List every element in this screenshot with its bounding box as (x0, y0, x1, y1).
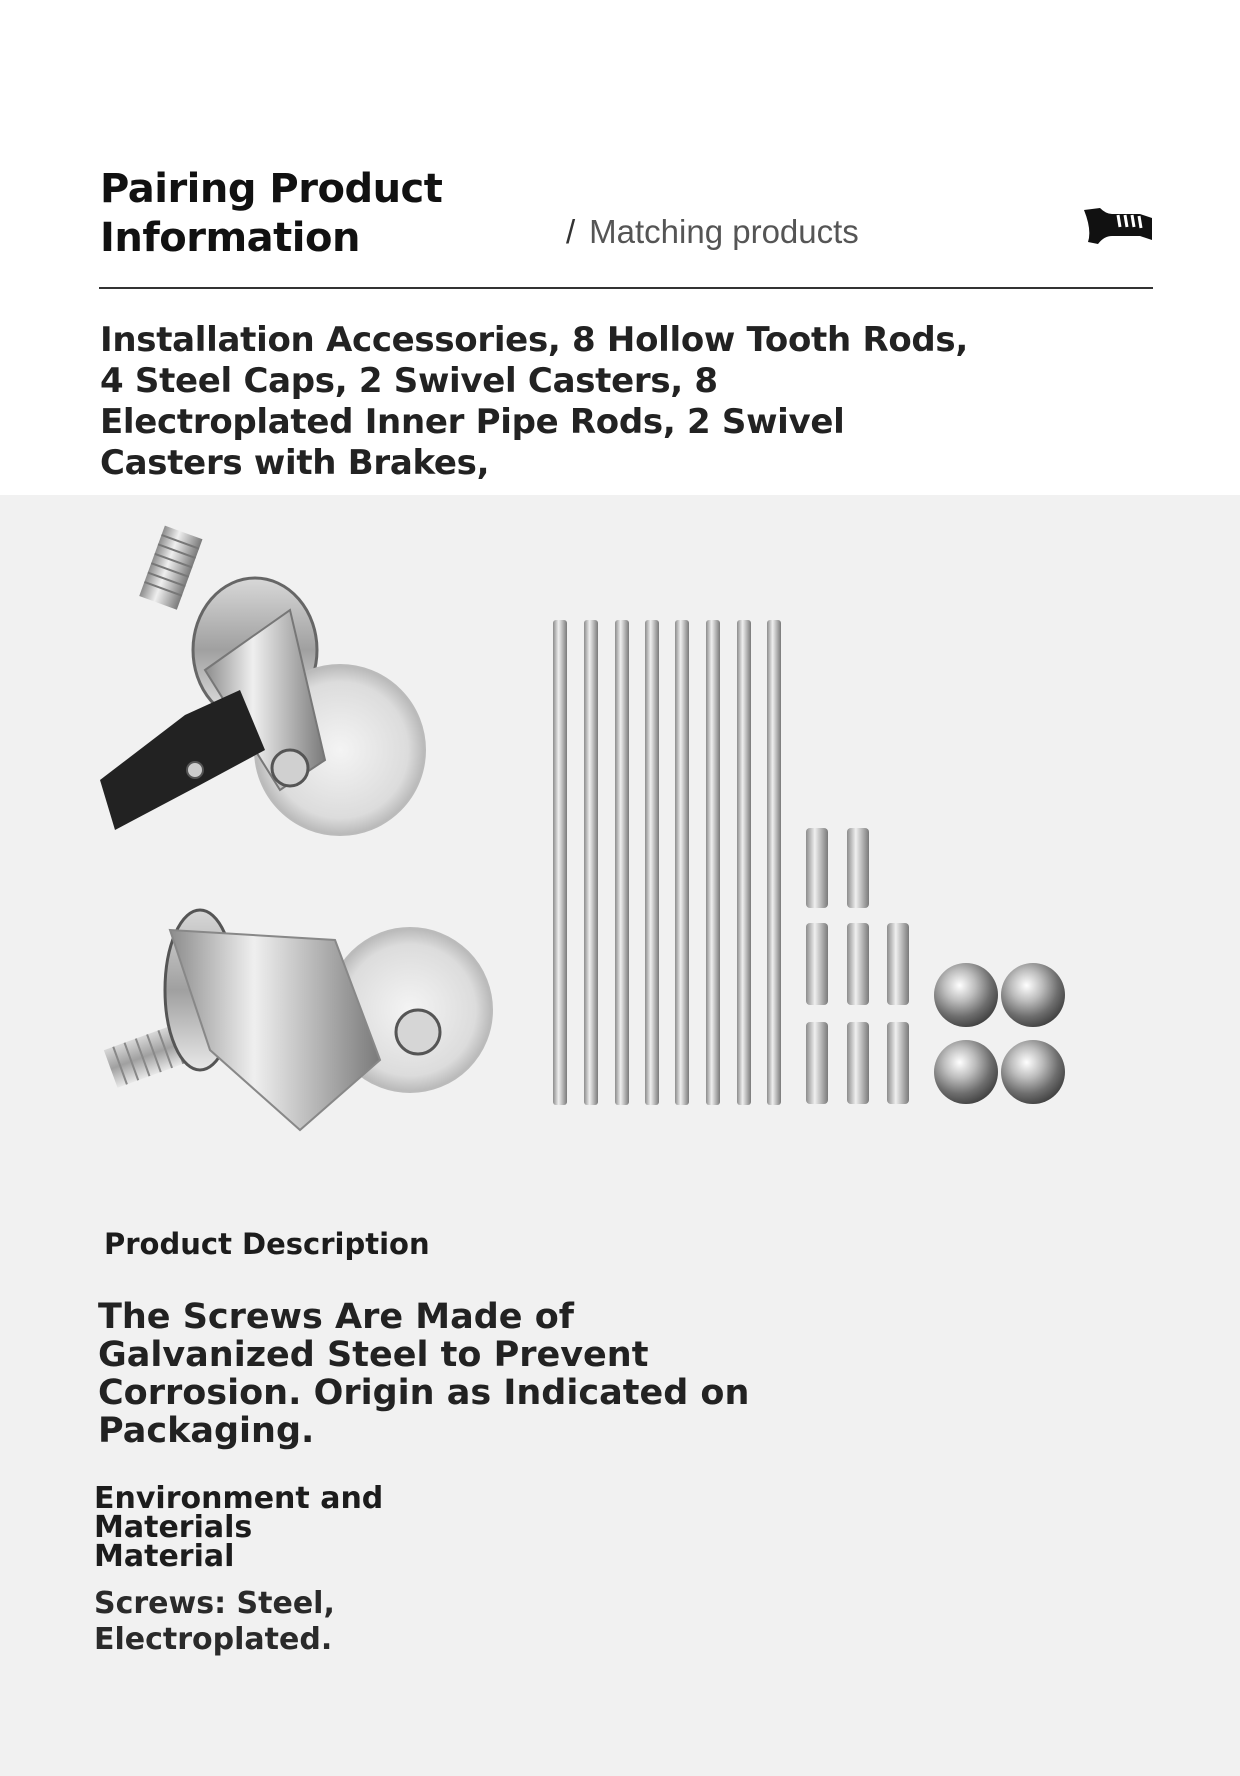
hardware-kit-illustration (90, 520, 1090, 1140)
page-title-line-1: Pairing Product (100, 166, 443, 212)
page-title-line-2: Information (100, 215, 360, 261)
environment-heading: Environment and Materials Material (94, 1481, 384, 1574)
product-description-heading: Product Description (104, 1227, 430, 1261)
accessories-list: Installation Accessories, 8 Hollow Tooth Rods, 4 Steel Caps, 2 Swivel Casters, 8 Electroplated Inner Pipe Rods, 2 Swivel Casters with Brakes, (100, 320, 968, 483)
screw-icon (1082, 200, 1154, 252)
subtitle-slash: / (566, 213, 576, 250)
environment-text: Screws: Steel, Electroplated. (94, 1586, 335, 1657)
steel-caps (934, 963, 1065, 1104)
caster-with-brake (100, 526, 425, 835)
subtitle-text: Matching products (589, 213, 859, 250)
page-title (100, 165, 442, 263)
inner-pipe-rods (806, 828, 909, 1104)
page-subtitle (566, 213, 859, 251)
hollow-tooth-rods (553, 620, 781, 1105)
product-description-text: The Screws Are Made of Galvanized Steel to Prevent Corrosion. Origin as Indicated on Packaging. (98, 1297, 750, 1451)
swivel-caster (104, 910, 492, 1130)
divider (99, 287, 1153, 289)
